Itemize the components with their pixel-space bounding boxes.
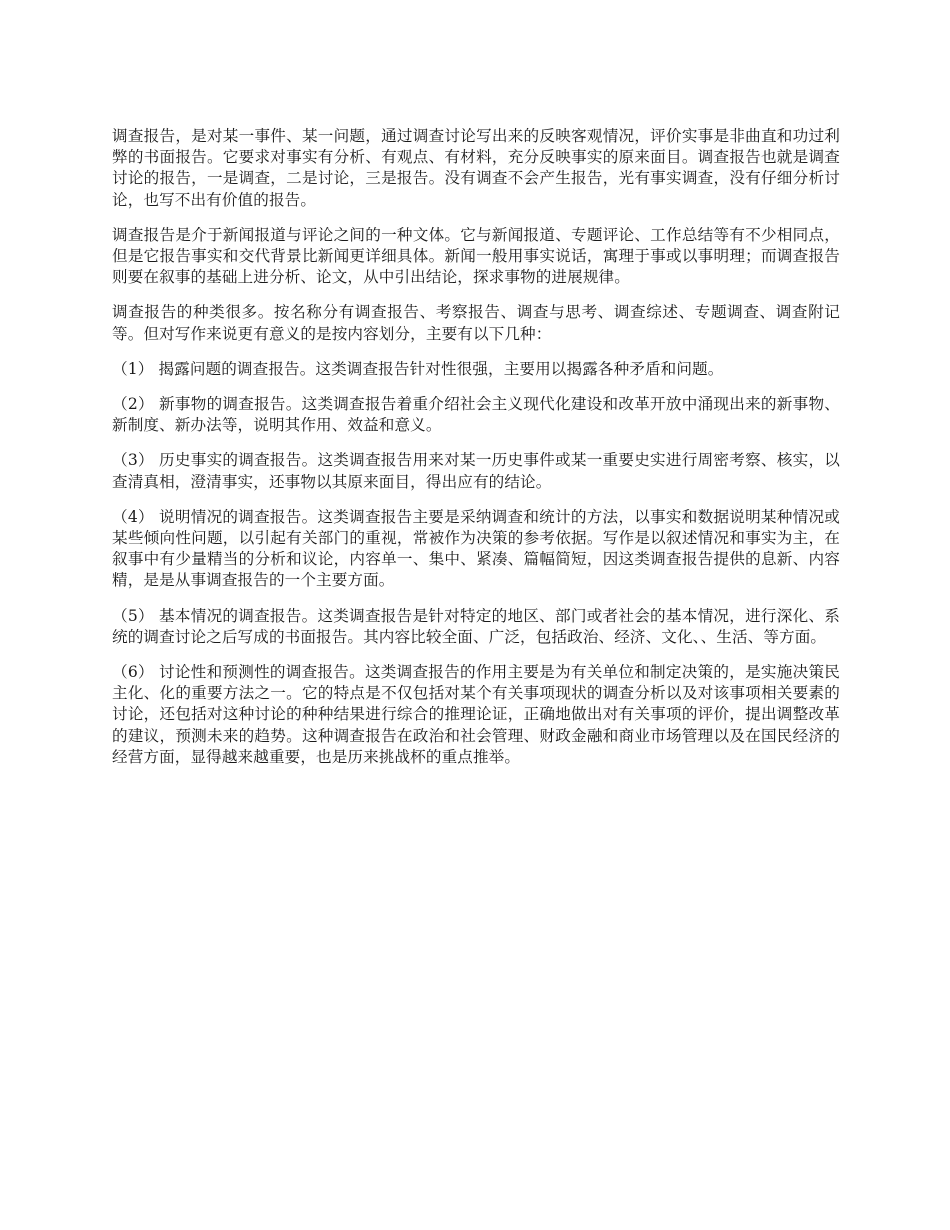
list-item-6: （6） 讨论性和预测性的调查报告。这类调查报告的作用主要是为有关单位和制定决策的，是实施决策民主化、化的重要方法之一。它的特点是不仅包括对某个有关事项现状的调查分析以及对该事项相关要素的讨论，还包括对这种讨论的种种结果进行综合的推理论证，正确地做出对有关事项的评价，提出调整改革的建议，预测未来的趋势。这种调查报告在政治和社会管理、财政金融和商业市场管理以及在国民经济的经营方面，显得越来越重要，也是历来挑战杯的重点推举。 [112, 663, 840, 766]
paragraph-types: 调查报告的种类很多。按名称分有调查报告、考察报告、调查与思考、调查综述、专题调查、调查附记等。但对写作来说更有意义的是按内容划分，主要有以下几种： [112, 303, 840, 343]
list-item-3: （3） 历史事实的调查报告。这类调查报告用来对某一历史事件或某一重要史实进行周密考察、核实，以查清真相，澄清事实，还事物以其原来面目，得出应有的结论。 [112, 451, 840, 491]
list-item-2: （2） 新事物的调查报告。这类调查报告着重介绍社会主义现代化建设和改革开放中涌现出来的新事物、新制度、新办法等，说明其作用、效益和意义。 [112, 395, 840, 435]
paragraph-intro: 调查报告，是对某一事件、某一问题，通过调查讨论写出来的反映客观情况，评价实事是非曲直和功过利弊的书面报告。它要求对事实有分析、有观点、有材料，充分反映事实的原来面目。调查报告也就是调查讨论的报告，一是调查，二是讨论，三是报告。没有调查不会产生报告，光有事实调查，没有仔细分析讨论，也写不出有价值的报告。 [112, 127, 840, 209]
document-body [112, 126, 840, 782]
list-item-4: （4） 说明情况的调查报告。这类调查报告主要是采纳调查和统计的方法，以事实和数据说明某种情况或某些倾向性问题，以引起有关部门的重视，常被作为决策的参考依据。写作是以叙述情况和事实为主，在叙事中有少量精当的分析和议论，内容单一、集中、紧凑、篇幅简短，因这类调查报告提供的息新、内容精，是是从事调查报告的一个主要方面。 [112, 507, 840, 590]
list-item-1: （1） 揭露问题的调查报告。这类调查报告针对性很强，主要用以揭露各种矛盾和问题。 [112, 359, 724, 378]
paragraph-comparison: 调查报告是介于新闻报道与评论之间的一种文体。它与新闻报道、专题评论、工作总结等有不少相同点，但是它报告事实和交代背景比新闻更详细具体。新闻一般用事实说话，寓理于事或以事明理；而调查报告则要在叙事的基础上进分析、论文，从中引出结论，探求事物的进展规律。 [112, 225, 840, 287]
list-item-5: （5） 基本情况的调查报告。这类调查报告是针对特定的地区、部门或者社会的基本情况，进行深化、系统的调查讨论之后写成的书面报告。其内容比较全面、广泛，包括政治、经济、文化、、生活、等方面。 [112, 606, 840, 646]
